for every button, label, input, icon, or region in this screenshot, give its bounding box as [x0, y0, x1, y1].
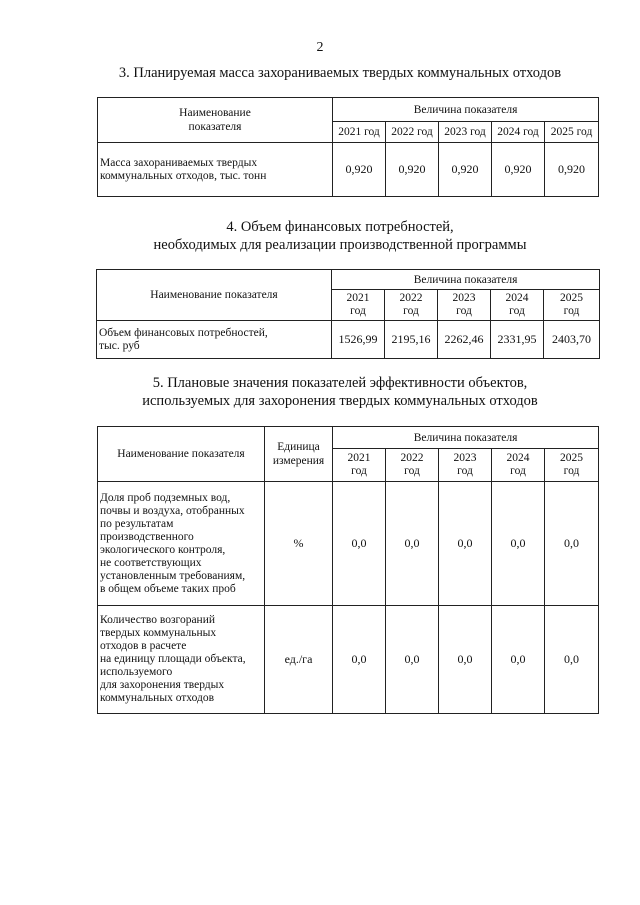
name-header: Наименование показателя [98, 427, 265, 482]
year-header: 2021 год [332, 290, 385, 321]
value-header: Величина показателя [333, 98, 599, 122]
value-cell: 2331,95 [491, 321, 544, 359]
name-header: Наименование показателя [97, 270, 332, 321]
value-cell: 0,0 [386, 482, 439, 606]
year-header: 2021 год [333, 122, 386, 143]
year-header: 2023 год [438, 290, 491, 321]
value-cell: 0,920 [386, 143, 439, 197]
value-cell: 0,0 [386, 606, 439, 714]
year-header: 2025 год [544, 290, 600, 321]
value-cell: 0,0 [492, 482, 545, 606]
row-label: Масса захораниваемых твердых коммунальных отходов, тыс. тонн [98, 143, 333, 197]
value-cell: 0,920 [439, 143, 492, 197]
value-header: Величина показателя [333, 427, 599, 449]
page-number: 2 [316, 40, 324, 55]
unit-cell: % [265, 482, 333, 606]
year-header: 2022 год [386, 449, 439, 482]
value-cell: 1526,99 [332, 321, 385, 359]
table-row [97, 321, 600, 359]
value-cell: 0,0 [333, 482, 386, 606]
value-cell: 0,0 [439, 606, 492, 714]
value-cell: 2403,70 [544, 321, 600, 359]
value-cell: 2195,16 [385, 321, 438, 359]
section-3-title: 3. Планируемая масса захораниваемых твердых коммунальных отходов [118, 65, 562, 81]
value-cell: 0,0 [545, 482, 599, 606]
year-header: 2023 год [439, 449, 492, 482]
value-cell: 0,0 [492, 606, 545, 714]
table-row [98, 606, 599, 714]
year-header: 2021 год [333, 449, 386, 482]
section-3-table [97, 97, 599, 197]
section-4-title: 4. Объем финансовых потребностей, необходимых для реализации производственной программы [153, 219, 527, 253]
row-label: Количество возгораний твердых коммунальных отходов в расчете на единицу площади объекта, используемого для захоронения твердых коммунальных отходов [98, 606, 265, 714]
value-header: Величина показателя [332, 270, 600, 290]
year-header: 2024 год [491, 290, 544, 321]
year-header: 2025 год [545, 122, 599, 143]
section-4-table [96, 269, 600, 359]
name-header: Наименование показателя [98, 98, 333, 143]
year-header: 2022 год [385, 290, 438, 321]
year-header: 2024 год [492, 449, 545, 482]
value-cell: 0,920 [333, 143, 386, 197]
value-cell: 2262,46 [438, 321, 491, 359]
table-row [98, 482, 599, 606]
section-5-title: 5. Плановые значения показателей эффективности объектов, используемых для захоронения твердых коммунальных отходов [142, 375, 538, 409]
row-label: Объем финансовых потребностей, тыс. руб [97, 321, 332, 359]
unit-header: Единица измерения [265, 427, 333, 482]
value-cell: 0,0 [333, 606, 386, 714]
year-header: 2022 год [386, 122, 439, 143]
year-header: 2024 год [492, 122, 545, 143]
value-cell: 0,920 [545, 143, 599, 197]
value-cell: 0,920 [492, 143, 545, 197]
year-header: 2023 год [439, 122, 492, 143]
table-row [98, 143, 599, 197]
value-cell: 0,0 [439, 482, 492, 606]
row-label: Доля проб подземных вод, почвы и воздуха, отобранных по результатам производственного экологического контроля, не соответствующих установленным требованиям, в общем объеме таких проб [98, 482, 265, 606]
value-cell: 0,0 [545, 606, 599, 714]
unit-cell: ед./га [265, 606, 333, 714]
section-5-table [97, 426, 599, 714]
year-header: 2025 год [545, 449, 599, 482]
